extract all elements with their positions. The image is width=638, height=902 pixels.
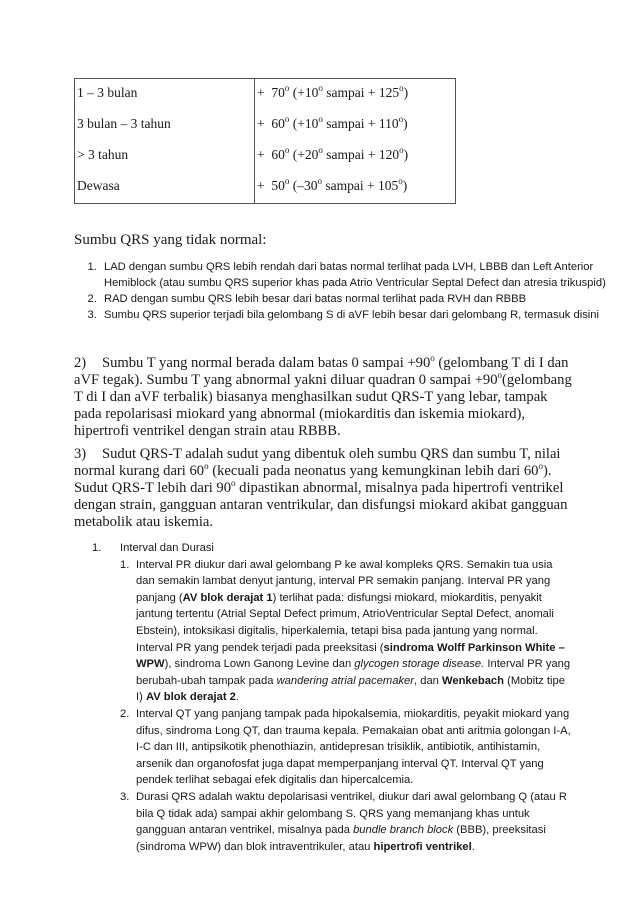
list-item: 3. Sumbu QRS superior terjadi bila gelombang S di aVF lebih besar dari gelombang R, termasuk disini [100, 307, 610, 323]
interval-section [92, 540, 572, 855]
list-item-qt: 2. Interval QT yang panjang tampak pada hipokalsemia, miokarditis, peyakit miokard yang difus, sindroma Long QT, dan trauma kepala. Pemakaian obat anti aritmia golongan I-A, I-C dan III, antipsikotik phenothiazin, antidepresan trisiklik, antibiotik, antihistamin, arsenik dan organofosfat juga dapat memperpanjang interval QT. Interval QT yang pendek terlihat sebagai efek digitalis dan hipercalcemia. [120, 707, 571, 787]
list-item-pr: 1. Interval PR diukur dari awal gelombang P ke awal kompleks QRS. Semakin tua usia dan semakin lambat denyut jantung, interval PR semakin panjang. Interval PR yang panjang (AV blok derajat 1) terlihat pada: disfungsi miokard, miokarditis, penyakit jantung tertentu (Atrial Septal Defect primum, AtrioVentricular Septal Defect, anomali Ebstein), intoksikasi digitalis, hiperkalemia, tetapi bisa pada jantung yang normal. Interval PR yang pendek terjadi pada preeksitasi (sindroma Wolff Parkinson White – WPW), sindroma Lown Ganong Levine dan glycogen storage disease. Interval PR yang berubah-ubah tampak pada wandering atrial pacemaker, dan Wenkebach (Mobitz tipe I) AV blok derajat 2. [120, 558, 571, 704]
table-row [75, 141, 456, 172]
age-cell: 3 bulan – 3 tahun [75, 110, 255, 141]
paragraph-qrs-t-angle: 3) Sudut QRS-T adalah sudut yang dibentuk oleh sumbu QRS dan sumbu T, nilai normal kurang dari 60$^o$ (kecuali pada neonatus yang kemungkinan lebih dari 60$^o$). Sudut QRS-T lebih dari 90$^o$ dipastikan abnormal, misalnya pada hipertrofi ventrikel dengan strain, gangguan antaran ventrikular, dan disfungsi miokard akibat gangguan metabolik atau iskemia. [74, 446, 568, 530]
paragraph-t-axis: 2) Sumbu T yang normal berada dalam batas 0 sampai $+90^o$ (gelombang T di I dan aVF tegak). Sumbu T yang abnormal yakni diluar quadran 0 sampai $+90^o(gelombang$ T di I dan aVF terbalik) biasanya menghasilkan sudut QRS-T yang lebar, tampak pada repolarisasi miokard yang abnormal (miokarditis dan iskemia miokard), hipertrofi ventrikel dengan strain atau RBBB. [74, 353, 572, 439]
table-row [75, 79, 456, 111]
age-cell: 1 – 3 bulan [75, 79, 255, 111]
axis-cell: + 60$^o$ ($+10^o$ sampai + $110^o$) [257, 114, 408, 131]
section-heading: 1. Interval dan Durasi [92, 542, 214, 554]
axis-cell: + 50$^o$ (–30$^o$ sampai + $105^o$) [257, 176, 408, 193]
list-item: 1. LAD dengan sumbu QRS lebih rendah dari batas normal terlihat pada LVH, LBBB dan Left Anterior Hemiblock (atau sumbu QRS superior khas pada Atrio Ventricular Septal Defect dan atresia trikuspid) [100, 259, 610, 291]
axis-table [74, 78, 456, 204]
list-item: 2. RAD dengan sumbu QRS lebih besar dari batas normal terlihat pada RVH dan RBBB [100, 291, 610, 307]
age-cell: Dewasa [75, 172, 255, 204]
abnormal-heading: Sumbu QRS yang tidak normal: [74, 232, 267, 248]
abnormal-list [72, 259, 610, 323]
table-row [75, 110, 456, 141]
interval-list [92, 557, 572, 856]
table-row [75, 172, 456, 204]
list-item-qrs: 3. Durasi QRS adalah waktu depolarisasi ventrikel, diukur dari awal gelombang Q (atau R bila Q tidak ada) sampai akhir gelombang S. QRS yang memanjang khas untuk gangguan antaran ventrikel, misalnya pada bundle branch block (BBB), preeksitasi (sindroma WPW) dan blok intraventrikuler, atau hipertrofi ventrikel. [120, 790, 567, 853]
axis-cell: + 60$^o$ ($+20^o$ sampai + $120^o$) [257, 145, 409, 162]
axis-cell: + 70$^o$ ($+10^o$ sampai + $125^o$) [257, 83, 409, 100]
age-cell: > 3 tahun [75, 141, 255, 172]
